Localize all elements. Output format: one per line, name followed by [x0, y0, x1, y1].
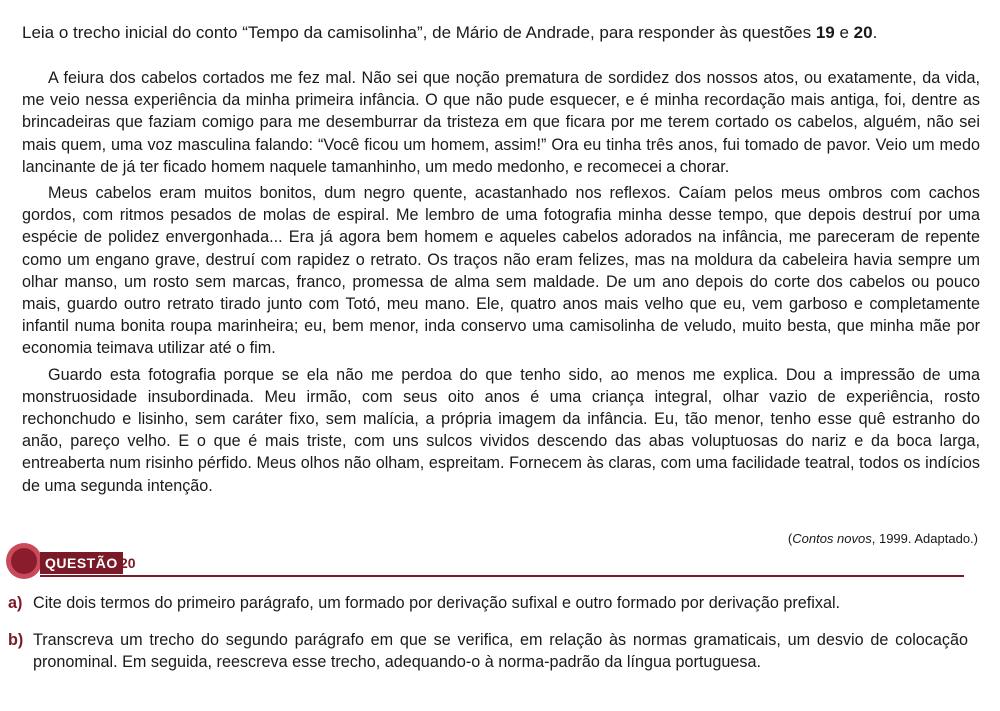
item-letter-a: a)	[8, 594, 23, 612]
passage-paragraph-2: Meus cabelos eram muitos bonitos, dum negro quente, acastanhado nos reflexos. Caíam pelos meus ombros com cachos gordos, com ritmos pesados de molas de espiral. Me lembro de uma fotografia minha desse tempo, que depois destruí por uma espécie de polidez envergonhada... Era já agora bem homem e aqueles cabelos adorados na infância, me pareceram de repente como um engano grave, destruí com rapidez o retrato. Os traços não eram felizes, mas na moldura da cabeleira havia sempre um olhar manso, um rosto sem marcas, franco, promessa de alma sem maldade. De um ano depois do corte dos cabelos ou pouco mais, guardo outro retrato tirado junto com Totó, meu mano. Ele, quatro anos mais velho que eu, vem garboso e completamente infantil numa bonita roupa marinheira; eu, bem menor, inda conservo uma camisolinha de veludo, muito besta, que minha mãe por economia teimava utilizar até o fim.	[22, 184, 980, 358]
intro-text: Leia o trecho inicial do conto “Tempo da camisolinha”, de Mário de Andrade, para responder às questões	[22, 23, 816, 42]
item-text-b: Transcreva um trecho do segundo parágrafo em que se verifica, em relação às normas gramaticais, um desvio de colocação pronominal. Em seguida, reescreva esse trecho, adequando-o à norma-padrão da língua portuguesa.	[33, 631, 968, 671]
intro-connector: e	[834, 23, 854, 42]
passage-paragraph-3: Guardo esta fotografia porque se ela não me perdoa do que tenho sido, ao menos me explica. Dou a impressão de uma monstruosidade insubordinada. Meu irmão, com seus oito anos é uma criança integral, olhar vazio de experiência, rosto rechonchudo e lisinho, sem caráter fixo, sem malícia, a própria imagem da infância. Eu, tão menor, tenho esse quê estranho do anão, pareço velho. E o que é mais triste, com uns sulcos vividos descendo das abas voluptuosas do nariz e da boca larga, entreaberta num risinho pérfido. Meus olhos não olham, espreitam. Fornecem às claras, com uma facilidade teatral, todos os indícios de uma segunda intenção.	[22, 365, 980, 495]
question-ref-20: 20	[853, 23, 873, 42]
question-divider	[40, 575, 964, 577]
question-item-a	[8, 592, 968, 614]
question-badge-icon	[6, 543, 42, 579]
question-label: QUESTÃO	[40, 552, 123, 574]
question-item-b	[8, 629, 968, 673]
story-passage	[22, 67, 980, 501]
item-letter-b: b)	[8, 631, 24, 649]
question-number: 20	[120, 555, 136, 571]
citation-open: (	[787, 531, 793, 546]
passage-paragraph-1: A feiura dos cabelos cortados me fez mal. Não sei que noção prematura de sordidez dos nossos atos, ou exatamente, da vida, me veio nessa experiência da minha primeira infância. O que não pude esquecer, e é minha recordação mais antiga, foi, dentre as brincadeiras que faziam comigo para me desemburrar da tristeza em que ficara por me terem cortado os cabelos, alguém, não sei mais quem, uma voz masculina falando: “Você ficou um homem, assim!” Ora eu tinha três anos, fui tomado de pavor. Veio um medo lancinante de já ter ficado homem naquele tamanhinho, um medo medonho, e recomecei a chorar.	[22, 69, 980, 176]
question-ref-19: 19	[815, 23, 835, 42]
citation-title: Contos novos	[792, 531, 872, 546]
intro-instruction	[22, 22, 982, 44]
intro-end: .	[872, 23, 878, 42]
item-text-a: Cite dois termos do primeiro parágrafo, um formado por derivação sufixal e outro formado por derivação prefixal.	[33, 594, 841, 612]
citation-rest: , 1999. Adaptado.)	[871, 531, 978, 546]
question-header	[0, 540, 1000, 580]
